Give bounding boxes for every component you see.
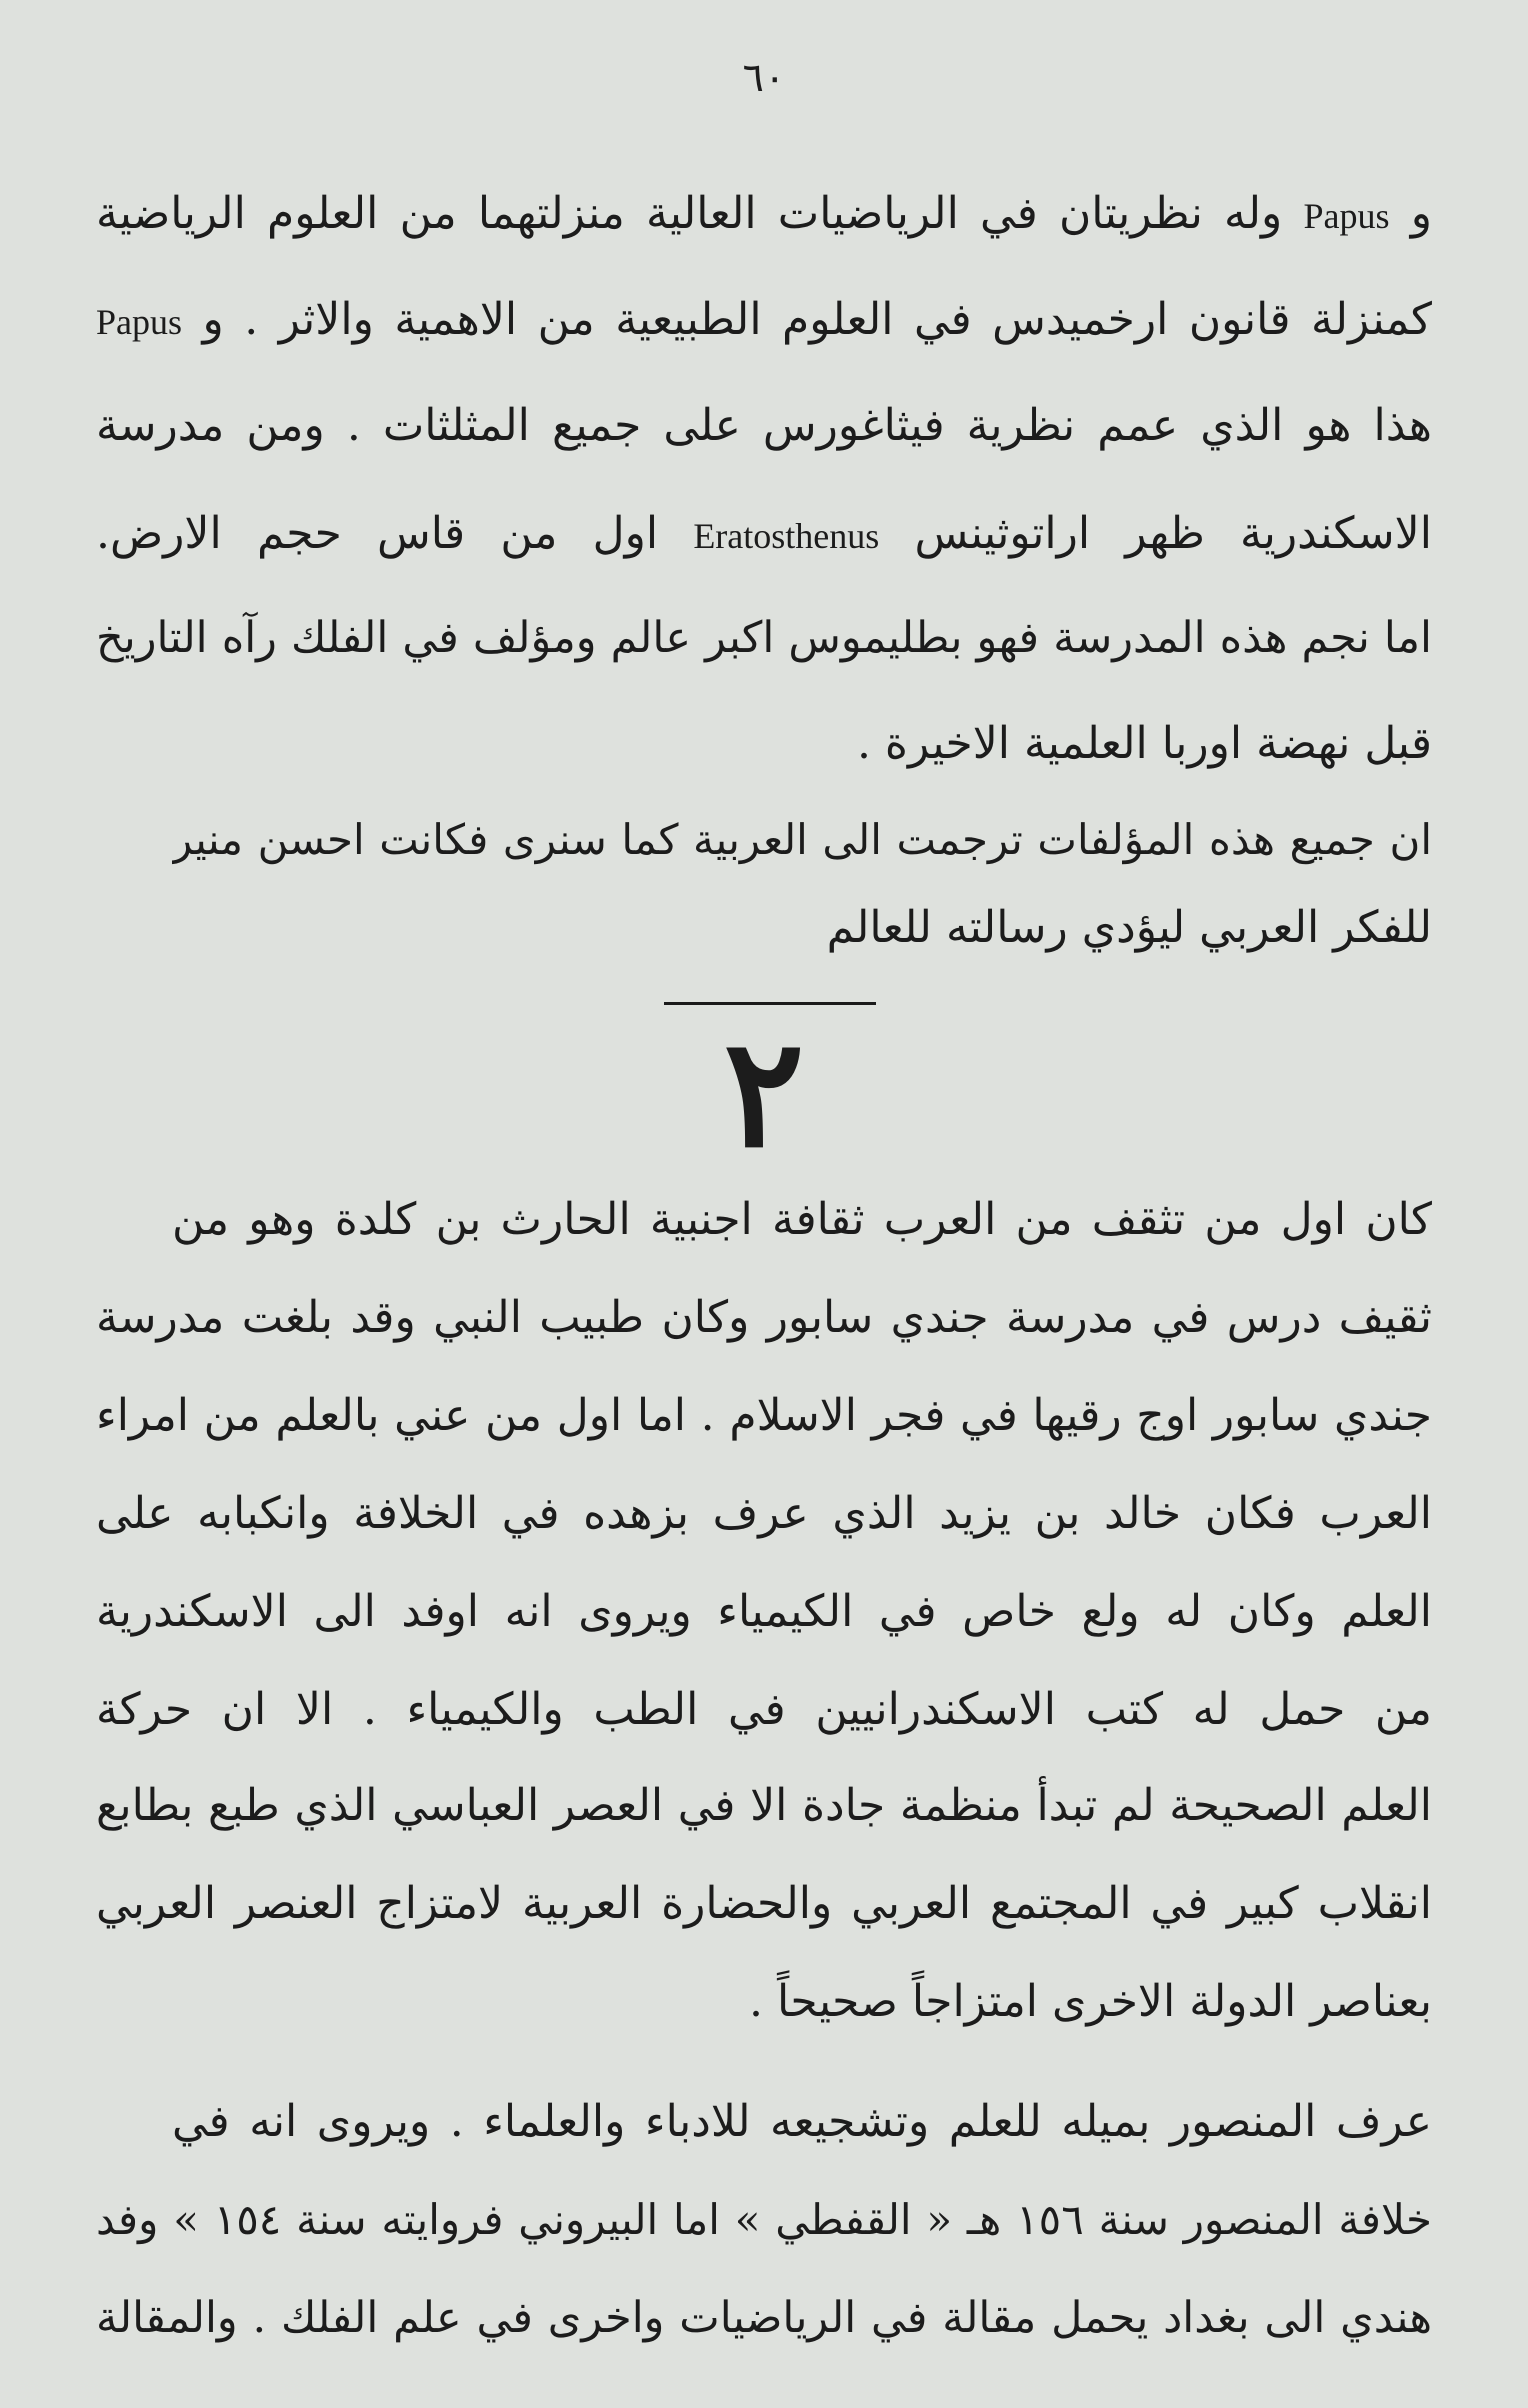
- latin-name: Eratosthenus: [693, 516, 880, 556]
- latin-name: Papus: [1303, 196, 1390, 236]
- text-line: جندي سابور اوج رقيها في فجر الاسلام . اما اول من عني بالعلم من امراء: [96, 1390, 1432, 1441]
- latin-name: Papus: [96, 302, 183, 342]
- text-line: انقلاب كبير في المجتمع العربي والحضارة العربية لامتزاج العنصر العربي: [96, 1878, 1432, 1929]
- text-line: ان جميع هذه المؤلفات ترجمت الى العربية كما سنرى فكانت احسن منير: [172, 815, 1432, 864]
- text-line: العلم الصحيحة لم تبدأ منظمة جادة الا في العصر العباسي الذي طبع بطابع: [96, 1780, 1432, 1831]
- text-line: [96, 280, 1432, 364]
- text-line: خلافة المنصور سنة ١٥٦ هـ « القفطي » اما البيروني فروايته سنة ١٥٤ » وفد: [96, 2195, 1432, 2244]
- text-line: العرب فكان خالد بن يزيد الذي عرف بزهده في الخلافة وانكبابه على: [96, 1488, 1432, 1539]
- text-line: [96, 174, 1432, 258]
- text-run: وله نظريتان في الرياضيات العالية منزلتهما من العلوم الرياضية: [96, 188, 1283, 239]
- text-line: قبل نهضة اوربا العلمية الاخيرة .: [856, 718, 1432, 769]
- text-run: اول من قاس حجم الارض.: [96, 508, 659, 559]
- text-line: هذا هو الذي عمم نظرية فيثاغورس على جميع المثلثات . ومن مدرسة: [96, 400, 1432, 451]
- text-line: [96, 494, 1432, 578]
- text-line: للفكر العربي ليؤدي رسالته للعالم: [826, 902, 1432, 953]
- text-line: العلم وكان له ولع خاص في الكيمياء ويروى انه اوفد الى الاسكندرية: [96, 1586, 1432, 1637]
- section-number: ٢: [723, 1005, 805, 1181]
- text-line: اما نجم هذه المدرسة فهو بطليموس اكبر عالم ومؤلف في الفلك رآه التاريخ: [96, 613, 1432, 663]
- text-line: ثقيف درس في مدرسة جندي سابور وكان طبيب النبي وقد بلغت مدرسة: [96, 1292, 1432, 1343]
- text-line: عرف المنصور بميله للعلم وتشجيعه للادباء والعلماء . ويروى انه في: [172, 2096, 1432, 2147]
- text-run: كمنزلة قانون ارخميدس في العلوم الطبيعية من الاهمية والاثر . و: [202, 294, 1432, 345]
- text-line: بعناصر الدولة الاخرى امتزاجاً صحيحاً .: [749, 1976, 1432, 2027]
- page-number: ٦٠: [742, 55, 786, 101]
- text-run: و: [1410, 188, 1432, 239]
- text-run: الاسكندرية ظهر اراتوثينس: [914, 508, 1432, 559]
- text-line: هندي الى بغداد يحمل مقالة في الرياضيات واخرى في علم الفلك . والمقالة: [96, 2293, 1432, 2343]
- text-line: من حمل له كتب الاسكندرانيين في الطب والكيمياء . الا ان حركة: [96, 1684, 1432, 1735]
- text-line: كان اول من تثقف من العرب ثقافة اجنبية الحارث بن كلدة وهو من: [172, 1194, 1432, 1245]
